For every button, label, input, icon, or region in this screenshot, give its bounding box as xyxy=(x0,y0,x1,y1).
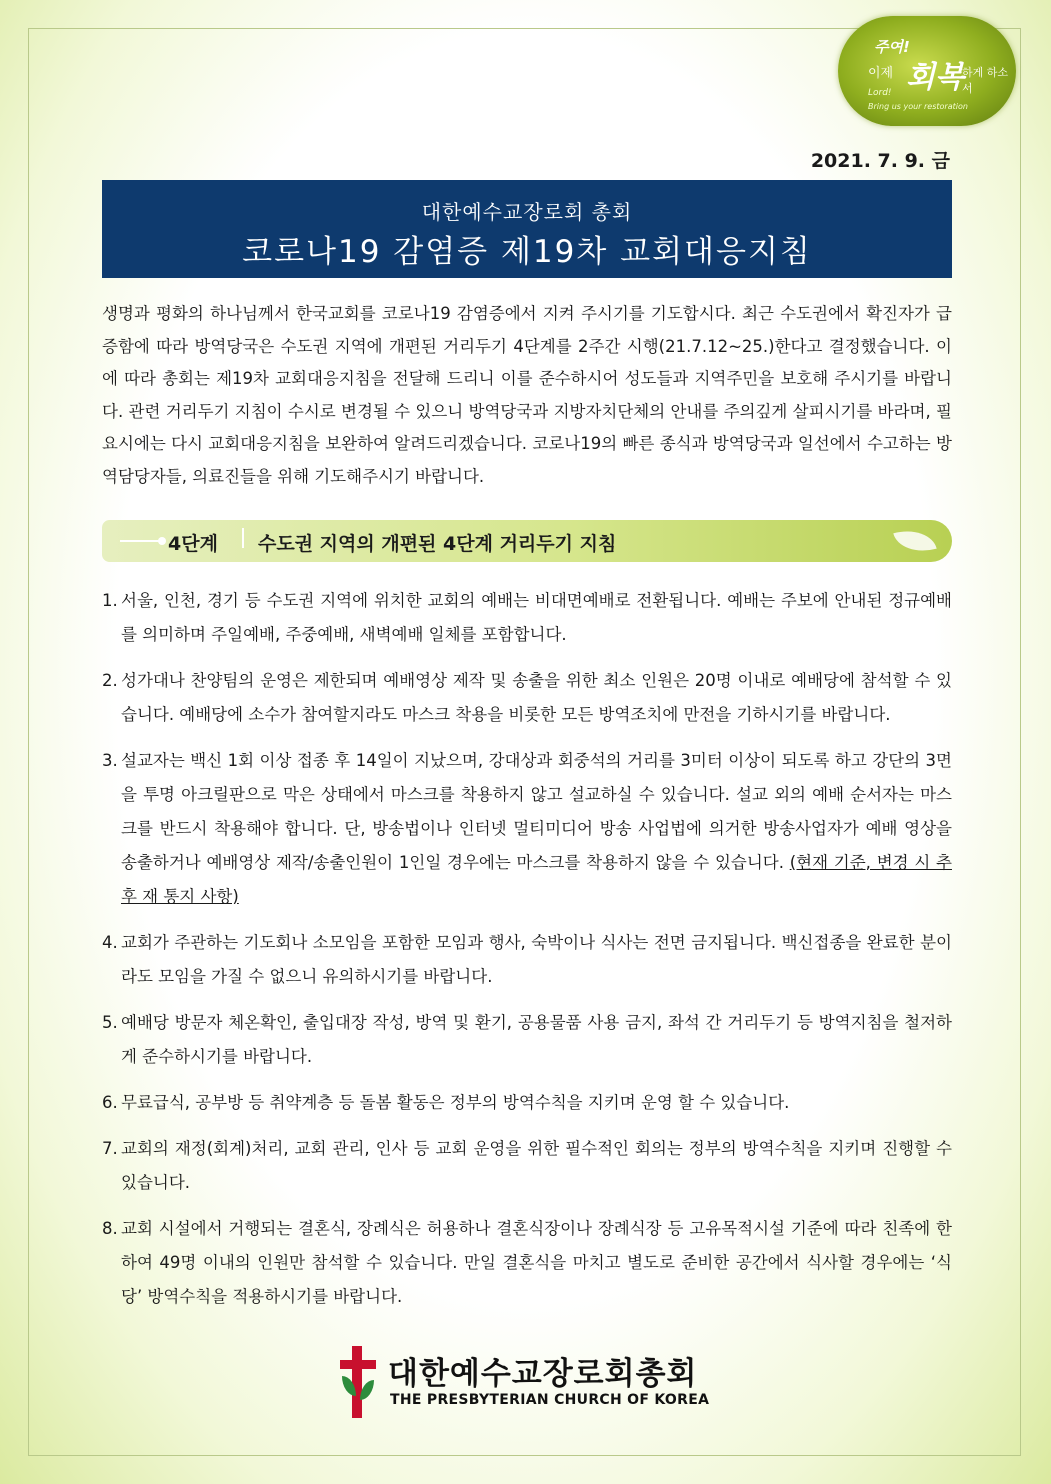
cross-icon xyxy=(352,1346,362,1418)
item-number: 5. xyxy=(102,1013,118,1032)
page-title: 코로나19 감염증 제19차 교회대응지침 xyxy=(242,234,812,270)
item-number: 7. xyxy=(102,1139,118,1158)
item-number: 1. xyxy=(102,591,118,610)
section-deco-line xyxy=(120,540,160,542)
cross-bar-icon xyxy=(340,1360,376,1369)
badge-line-4: 하게 하소서 xyxy=(962,66,1009,95)
list-item xyxy=(102,744,952,914)
list-item xyxy=(102,1086,952,1120)
badge-line-6: Bring us your restoration xyxy=(868,102,968,111)
item-text: 교회가 주관하는 기도회나 소모임을 포함한 모임과 행사, 숙박이나 식사는 전면 금지됩니다. 백신접종을 완료한 분이라도 모임을 가질 수 없으니 유의하시기를 바랍니다. xyxy=(121,933,952,986)
badge-line-3: 회복 xyxy=(906,60,964,95)
item-number: 3. xyxy=(102,751,118,770)
leaf-right-icon xyxy=(360,1380,374,1400)
list-item xyxy=(102,584,952,652)
guideline-list xyxy=(102,584,952,1326)
list-item xyxy=(102,1006,952,1074)
campaign-logo-badge xyxy=(838,16,1016,126)
leaf-icon xyxy=(893,524,936,559)
item-text: 예배당 방문자 체온확인, 출입대장 작성, 방역 및 환기, 공용물품 사용 금지, 좌석 간 거리두기 등 방역지침을 철저하게 준수하시기를 바랍니다. xyxy=(121,1013,952,1066)
item-text: 교회의 재정(회계)처리, 교회 관리, 인사 등 교회 운영을 위한 필수적인 회의는 정부의 방역수칙을 지키며 진행할 수 있습니다. xyxy=(121,1139,952,1192)
church-english-name: THE PRESBYTERIAN CHURCH OF KOREA xyxy=(390,1392,710,1408)
item-number: 4. xyxy=(102,933,118,952)
section-bullet-icon xyxy=(158,537,166,545)
item-number: 8. xyxy=(102,1219,118,1238)
section-divider xyxy=(242,528,244,548)
badge-line-5: Lord! xyxy=(868,88,892,98)
item-note: (현재 기준, 변경 시 추후 재 통지 사항) xyxy=(121,853,952,906)
list-item xyxy=(102,664,952,732)
item-text: 성가대나 찬양팀의 운영은 제한되며 예배영상 제작 및 송출을 위한 최소 인원은 20명 이내로 예배당에 참석할 수 있습니다. 예배당에 소수가 참여할지라도 마스크 착용을 비롯한 모든 방역조치에 만전을 기하시기를 바랍니다. xyxy=(121,671,952,724)
item-text: 무료급식, 공부방 등 취약계층 등 돌봄 활동은 정부의 방역수칙을 지키며 운영 할 수 있습니다. xyxy=(121,1093,790,1112)
list-item xyxy=(102,1132,952,1200)
title-subtitle: 대한예수교장로회 총회 xyxy=(421,200,633,224)
item-text: 설교자는 백신 1회 이상 접종 후 14일이 지났으며, 강대상과 회중석의 거리를 3미터 이상이 되도록 하고 강단의 3면을 투명 아크릴판으로 막은 상태에서 마스크를 착용하지 않고 설교하실 수 있습니다. 설교 외의 예배 순서자는 마스크를 반드시 착용해야 합니다. 단, 방송법이나 인터넷 멀티미디어 방송 사업법에 의거한 방송사업자가 예배 영상을 송출하거나 예배영상 제작/송출인원이 1인일 경우에는 마스크를 착용하지 않을 수 있습니다. xyxy=(121,751,952,872)
badge-line-2: 이제 xyxy=(868,66,894,81)
church-logo xyxy=(340,1346,720,1426)
item-number: 2. xyxy=(102,671,118,690)
title-banner xyxy=(102,180,952,278)
section-header xyxy=(102,520,952,562)
section-stage: 4단계 xyxy=(168,533,218,555)
document-date: 2021. 7. 9. 금 xyxy=(810,150,950,172)
section-title: 수도권 지역의 개편된 4단계 거리두기 지침 xyxy=(258,533,617,555)
list-item xyxy=(102,926,952,994)
item-text: 서울, 인천, 경기 등 수도권 지역에 위치한 교회의 예배는 비대면예배로 전환됩니다. 예배는 주보에 안내된 정규예배를 의미하며 주일예배, 주중예배, 새벽예배 일체를 포함합니다. xyxy=(121,591,952,644)
item-number: 6. xyxy=(102,1093,118,1112)
badge-line-1: 주여! xyxy=(874,38,910,56)
item-text: 교회 시설에서 거행되는 결혼식, 장례식은 허용하나 결혼식장이나 장례식장 등 고유목적시설 기준에 따라 친족에 한하여 49명 이내의 인원만 참석할 수 있습니다. 만일 결혼식을 마치고 별도로 준비한 공간에서 식사할 경우에는 ‘식당’ 방역수칙을 적용하시기를 바랍니다. xyxy=(121,1219,952,1306)
church-korean-name: 대한예수교장로회총회 xyxy=(388,1356,698,1392)
intro-paragraph: 생명과 평화의 하나님께서 한국교회를 코로나19 감염증에서 지켜 주시기를 기도합시다. 최근 수도권에서 확진자가 급증함에 따라 방역당국은 수도권 지역에 개편된 거리두기 4단계를 2주간 시행(21.7.12~25.)한다고 결정했습니다. 이에 따라 총회는 제19차 교회대응지침을 전달해 드리니 이를 준수하시어 성도들과 지역주민을 보호해 주시기를 바랍니다. 관련 거리두기 지침이 수시로 변경될 수 있으니 방역당국과 지방자치단체의 안내를 주의깊게 살피시기를 바라며, 필요시에는 다시 교회대응지침을 보완하여 알려드리겠습니다. 코로나19의 빠른 종식과 방역당국과 일선에서 수고하는 방역담당자들, 의료진들을 위해 기도해주시기 바랍니다. xyxy=(102,304,952,486)
list-item xyxy=(102,1212,952,1314)
